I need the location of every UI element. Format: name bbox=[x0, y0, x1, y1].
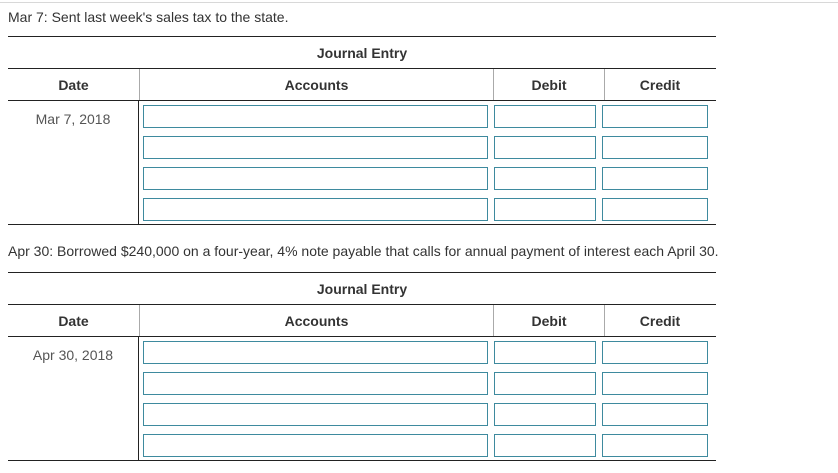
header-debit: Debit bbox=[493, 69, 604, 100]
table-title: Journal Entry bbox=[8, 36, 716, 69]
header-credit: Credit bbox=[604, 305, 715, 336]
header-date: Date bbox=[58, 312, 89, 329]
table-title: Journal Entry bbox=[8, 272, 716, 305]
table-row bbox=[139, 403, 716, 434]
credit-input[interactable] bbox=[602, 434, 708, 457]
header-accounts: Accounts bbox=[139, 305, 493, 336]
table-body bbox=[8, 337, 716, 461]
account-input[interactable] bbox=[143, 403, 488, 426]
header-debit: Debit bbox=[493, 305, 604, 336]
journal-entry-table-2 bbox=[8, 272, 716, 461]
credit-input[interactable] bbox=[602, 198, 708, 221]
debit-input[interactable] bbox=[494, 198, 596, 221]
header-date: Date bbox=[58, 76, 89, 93]
table-header bbox=[8, 69, 716, 101]
question-prompt-2: Apr 30: Borrowed $240,000 on a four-year, 4% note payable that calls for annual payment of interest each April 30. bbox=[8, 243, 719, 259]
entry-rows bbox=[139, 337, 716, 460]
account-input[interactable] bbox=[143, 167, 488, 190]
header-credit: Credit bbox=[604, 69, 715, 100]
credit-input[interactable] bbox=[602, 167, 708, 190]
table-row bbox=[139, 372, 716, 403]
credit-input[interactable] bbox=[602, 372, 708, 395]
account-input[interactable] bbox=[143, 372, 488, 395]
credit-input[interactable] bbox=[602, 341, 708, 364]
table-row bbox=[139, 136, 716, 167]
credit-input[interactable] bbox=[602, 105, 708, 128]
debit-input[interactable] bbox=[494, 372, 596, 395]
table-row bbox=[139, 434, 716, 465]
debit-input[interactable] bbox=[494, 403, 596, 426]
debit-input[interactable] bbox=[494, 341, 596, 364]
table-header bbox=[8, 305, 716, 337]
credit-input[interactable] bbox=[602, 403, 708, 426]
table-body bbox=[8, 101, 716, 225]
entry-date: Mar 7, 2018 bbox=[8, 101, 139, 224]
account-input[interactable] bbox=[143, 105, 488, 128]
debit-input[interactable] bbox=[494, 434, 596, 457]
top-divider bbox=[0, 2, 838, 3]
account-input[interactable] bbox=[143, 341, 488, 364]
credit-input[interactable] bbox=[602, 136, 708, 159]
table-row bbox=[139, 105, 716, 136]
debit-input[interactable] bbox=[494, 136, 596, 159]
table-row bbox=[139, 167, 716, 198]
entry-date: Apr 30, 2018 bbox=[8, 337, 139, 460]
account-input[interactable] bbox=[143, 198, 488, 221]
table-row bbox=[139, 198, 716, 229]
debit-input[interactable] bbox=[494, 167, 596, 190]
table-row bbox=[139, 341, 716, 372]
journal-entry-table-1 bbox=[8, 36, 716, 225]
debit-input[interactable] bbox=[494, 105, 596, 128]
entry-rows bbox=[139, 101, 716, 224]
account-input[interactable] bbox=[143, 434, 488, 457]
account-input[interactable] bbox=[143, 136, 488, 159]
header-accounts: Accounts bbox=[139, 69, 493, 100]
question-prompt-1: Mar 7: Sent last week's sales tax to the state. bbox=[8, 9, 289, 25]
